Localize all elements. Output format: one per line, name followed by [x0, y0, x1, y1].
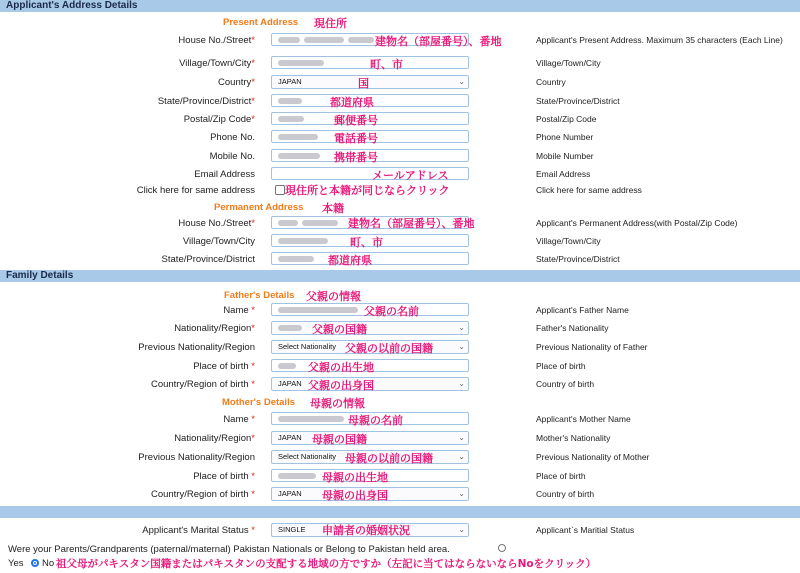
father-nationality-annotation: 父親の国籍 — [312, 323, 367, 336]
same-address-checkbox[interactable] — [275, 185, 285, 195]
same-address-annotation: 現住所と本籍が同じならクリック — [285, 184, 450, 197]
present-address-annotation: 現住所 — [314, 17, 347, 30]
marital-status-help: Applicant`s Maritial Status — [536, 525, 635, 535]
mother-cob-help: Country of birth — [536, 489, 595, 499]
present-mobile-label: Mobile No. — [209, 151, 255, 162]
marital-status-label: Applicant's Marital Status * — [142, 525, 255, 536]
present-address-subtitle: Present Address — [223, 17, 299, 28]
father-details-annotation: 父親の情報 — [306, 290, 361, 303]
mother-prev-nationality-annotation: 母親の以前の国籍 — [345, 452, 433, 465]
marital-status-annotation: 申請者の婚姻状況 — [322, 524, 410, 537]
permanent-state-label: State/Province/District — [161, 254, 255, 265]
mother-name-annotation: 母親の名前 — [348, 414, 403, 427]
father-prev-nationality-help: Previous Nationality of Father — [536, 342, 648, 352]
section-separator — [0, 506, 800, 518]
present-house-help: Applicant's Present Address. Maximum 35 characters (Each Line) — [536, 35, 783, 45]
mother-pob-label: Place of birth * — [193, 471, 255, 482]
same-address-label: Click here for same address — [136, 185, 255, 196]
father-name-label: Name * — [223, 305, 255, 316]
permanent-house-annotation: 建物名（部屋番号）、番地 — [348, 217, 475, 230]
section-header-address: Applicant's Address Details — [0, 0, 800, 12]
present-email-help: Email Address — [536, 169, 591, 179]
present-phone-label: Phone No. — [210, 132, 255, 143]
permanent-house-label: House No./Street* — [178, 218, 255, 229]
present-village-annotation: 町、市 — [370, 58, 403, 71]
father-prev-nationality-label: Previous Nationality/Region — [138, 342, 255, 353]
permanent-village-annotation: 町、市 — [350, 236, 383, 249]
mother-prev-nationality-select[interactable]: Select Nationality ⌄ — [271, 450, 469, 464]
father-cob-annotation: 父親の出身国 — [308, 379, 374, 392]
present-house-annotation: 建物名（部屋番号）、番地 — [375, 35, 502, 48]
marital-status-select[interactable]: SINGLE ⌄ — [271, 523, 469, 537]
present-postal-label: Postal/Zip Code* — [183, 114, 255, 125]
present-mobile-annotation: 携帯番号 — [334, 151, 378, 164]
present-state-annotation: 都道府県 — [330, 96, 374, 109]
chevron-down-icon: ⌄ — [458, 433, 465, 442]
present-phone-annotation: 電話番号 — [334, 132, 378, 145]
chevron-down-icon: ⌄ — [458, 342, 465, 351]
chevron-down-icon: ⌄ — [458, 77, 465, 86]
mother-prev-nationality-help: Previous Nationality of Mother — [536, 452, 650, 462]
permanent-state-annotation: 都道府県 — [328, 254, 372, 267]
section-header-family: Family Details — [0, 270, 800, 282]
permanent-address-annotation: 本籍 — [322, 202, 344, 215]
permanent-house-help: Applicant's Permanent Address(with Postal/Zip Code) — [536, 218, 738, 228]
present-village-label: Village/Town/City* — [179, 58, 255, 69]
present-country-help: Country — [536, 77, 566, 87]
mother-nationality-help: Mother's Nationality — [536, 433, 611, 443]
mother-cob-select[interactable]: JAPAN ⌄ — [271, 487, 469, 501]
permanent-state-help: State/Province/District — [536, 254, 620, 264]
mother-details-annotation: 母親の情報 — [310, 397, 365, 410]
pakistan-annotation: 祖父母がパキスタン国籍またはパキスタンの支配する地域の方ですか（左記に当てはならないならNoをクリック） — [56, 558, 597, 570]
mother-pob-help: Place of birth — [536, 471, 586, 481]
present-email-label: Email Address — [194, 169, 255, 180]
present-postal-annotation: 郵便番号 — [334, 114, 378, 127]
mother-prev-nationality-label: Previous Nationality/Region — [138, 452, 255, 463]
chevron-down-icon: ⌄ — [458, 489, 465, 498]
present-postal-help: Postal/Zip Code — [536, 114, 597, 124]
present-state-help: State/Province/District — [536, 96, 620, 106]
present-mobile-help: Mobile Number — [536, 151, 594, 161]
father-cob-help: Country of birth — [536, 379, 595, 389]
father-nationality-label: Nationality/Region* — [174, 323, 255, 334]
mother-name-help: Applicant's Mother Name — [536, 414, 631, 424]
permanent-village-help: Village/Town/City — [536, 236, 601, 246]
mother-nationality-select[interactable]: JAPAN ⌄ — [271, 431, 469, 445]
chevron-down-icon: ⌄ — [458, 525, 465, 534]
present-email-annotation: メールアドレス — [372, 169, 449, 182]
present-state-label: State/Province/District* — [157, 96, 255, 107]
father-name-annotation: 父親の名前 — [364, 305, 419, 318]
chevron-down-icon: ⌄ — [458, 379, 465, 388]
mother-name-label: Name * — [223, 414, 255, 425]
mother-pob-annotation: 母親の出生地 — [322, 471, 388, 484]
father-prev-nationality-select[interactable]: Select Nationality ⌄ — [271, 340, 469, 354]
mother-cob-label: Country/Region of birth * — [150, 489, 255, 500]
father-pob-label: Place of birth * — [193, 361, 255, 372]
mother-nationality-label: Nationality/Region* — [174, 433, 255, 444]
father-details-subtitle: Father's Details — [224, 290, 295, 301]
present-country-annotation: 国 — [358, 77, 369, 90]
present-country-select[interactable]: JAPAN ⌄ — [271, 75, 469, 89]
same-address-help: Click here for same address — [536, 185, 642, 195]
permanent-address-subtitle: Permanent Address — [214, 202, 304, 213]
mother-nationality-annotation: 母親の国籍 — [312, 433, 367, 446]
father-nationality-select[interactable] — [271, 321, 469, 335]
father-pob-annotation: 父親の出生地 — [308, 361, 374, 374]
pakistan-yes-label: Yes — [8, 558, 24, 569]
pakistan-yes-radio-inline[interactable] — [498, 544, 506, 552]
permanent-village-label: Village/Town/City — [182, 236, 255, 247]
father-pob-help: Place of birth — [536, 361, 586, 371]
chevron-down-icon: ⌄ — [458, 323, 465, 332]
pakistan-no-radio[interactable] — [31, 559, 39, 567]
father-cob-label: Country/Region of birth * — [150, 379, 255, 390]
mother-cob-annotation: 母親の出身国 — [322, 489, 388, 502]
mother-details-subtitle: Mother's Details — [222, 397, 295, 408]
present-phone-help: Phone Number — [536, 132, 594, 142]
father-name-help: Applicant's Father Name — [536, 305, 629, 315]
pakistan-no-label: No — [42, 558, 55, 569]
present-village-help: Village/Town/City — [536, 58, 601, 68]
present-house-label: House No./Street* — [178, 35, 255, 46]
present-country-label: Country* — [218, 77, 255, 88]
father-cob-select[interactable]: JAPAN ⌄ — [271, 377, 469, 391]
chevron-down-icon: ⌄ — [458, 452, 465, 461]
father-nationality-help: Father's Nationality — [536, 323, 609, 333]
pakistan-question: Were your Parents/Grandparents (paternal/maternal) Pakistan Nationals or Belong to Pakistan held area. — [8, 544, 450, 555]
father-prev-nationality-annotation: 父親の以前の国籍 — [345, 342, 433, 355]
